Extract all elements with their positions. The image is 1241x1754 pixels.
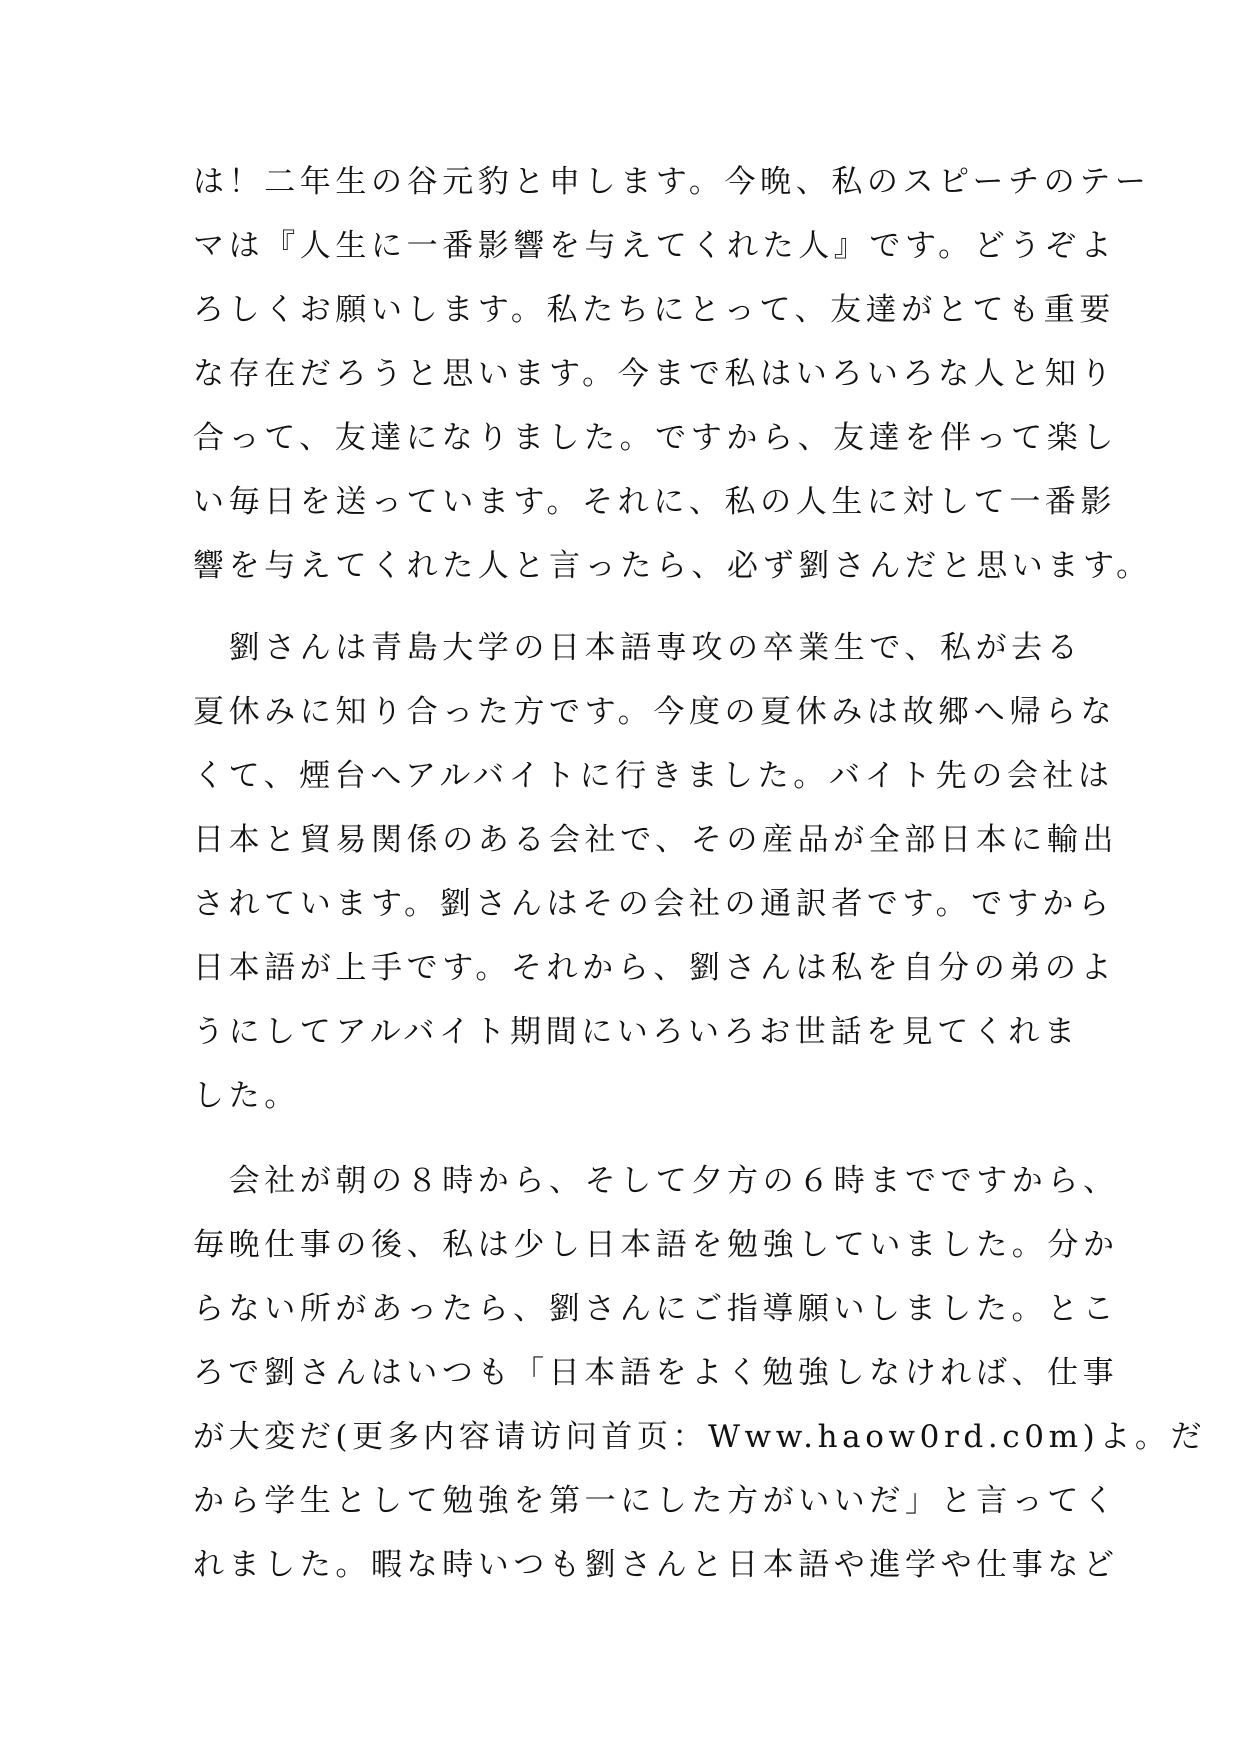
text-line: ろしくお願いします。私たちにとって、友達がとても重要: [193, 292, 1115, 328]
paragraph-1: [193, 150, 1152, 598]
text-line: らない所があったら、劉さんにご指導願いしました。とこ: [193, 1291, 1119, 1327]
text-line: 日本語が上手です。それから、劉さんは私を自分の弟のよ: [193, 950, 1117, 986]
text-line: 日本と貿易関係のある会社で、その産品が全部日本に輸出: [193, 822, 1118, 858]
text-line: 響を与えてくれた人と言ったら、必ず劉さんだと思います。: [193, 548, 1152, 584]
text-line: い毎日を送っています。それに、私の人生に対して一番影: [193, 484, 1117, 520]
text-line: 会社が朝の８時から、そして夕方の６時までですから、: [193, 1163, 1119, 1199]
text-line: 劉さんは青島大学の日本語専攻の卒業生で、私が去る: [193, 630, 1083, 666]
text-line: くて、煙台へアルバイトに行きました。バイト先の会社は: [193, 758, 1114, 794]
text-line: ろで劉さんはいつも「日本語をよく勉強しなければ、仕事: [193, 1355, 1119, 1391]
text-line: した。: [193, 1078, 300, 1114]
text-line: な存在だろうと思います。今まで私はいろいろな人と知り: [193, 356, 1117, 392]
text-line: 毎晩仕事の後、私は少し日本語を勉強していました。分か: [193, 1227, 1119, 1263]
text-line: から学生として勉強を第一にした方がいいだ」と言ってく: [193, 1483, 1119, 1519]
text-line: は！二年生の谷元豹と申します。今晩、私のスピーチのテー: [193, 164, 1151, 200]
paragraph-3: [193, 1149, 1207, 1597]
text-line: 夏休みに知り合った方です。今度の夏休みは故郷へ帰らな: [193, 694, 1117, 730]
text-line: 合って、友達になりました。ですから、友達を伴って楽し: [193, 420, 1118, 456]
text-line: れました。暇な時いつも劉さんと日本語や進学や仕事など: [193, 1547, 1119, 1583]
text-line: うにしてアルバイト期間にいろいろお世話を見てくれま: [193, 1014, 1080, 1050]
text-line: されています。劉さんはその会社の通訳者です。ですから: [193, 886, 1114, 922]
text-line: が大変だ(更多内容请访问首页：Www.haow0rd.c0m)よ。だ: [193, 1419, 1207, 1455]
text-line: マは『人生に一番影響を与えてくれた人』です。どうぞよ: [193, 228, 1117, 264]
paragraph-2: [193, 616, 1118, 1128]
